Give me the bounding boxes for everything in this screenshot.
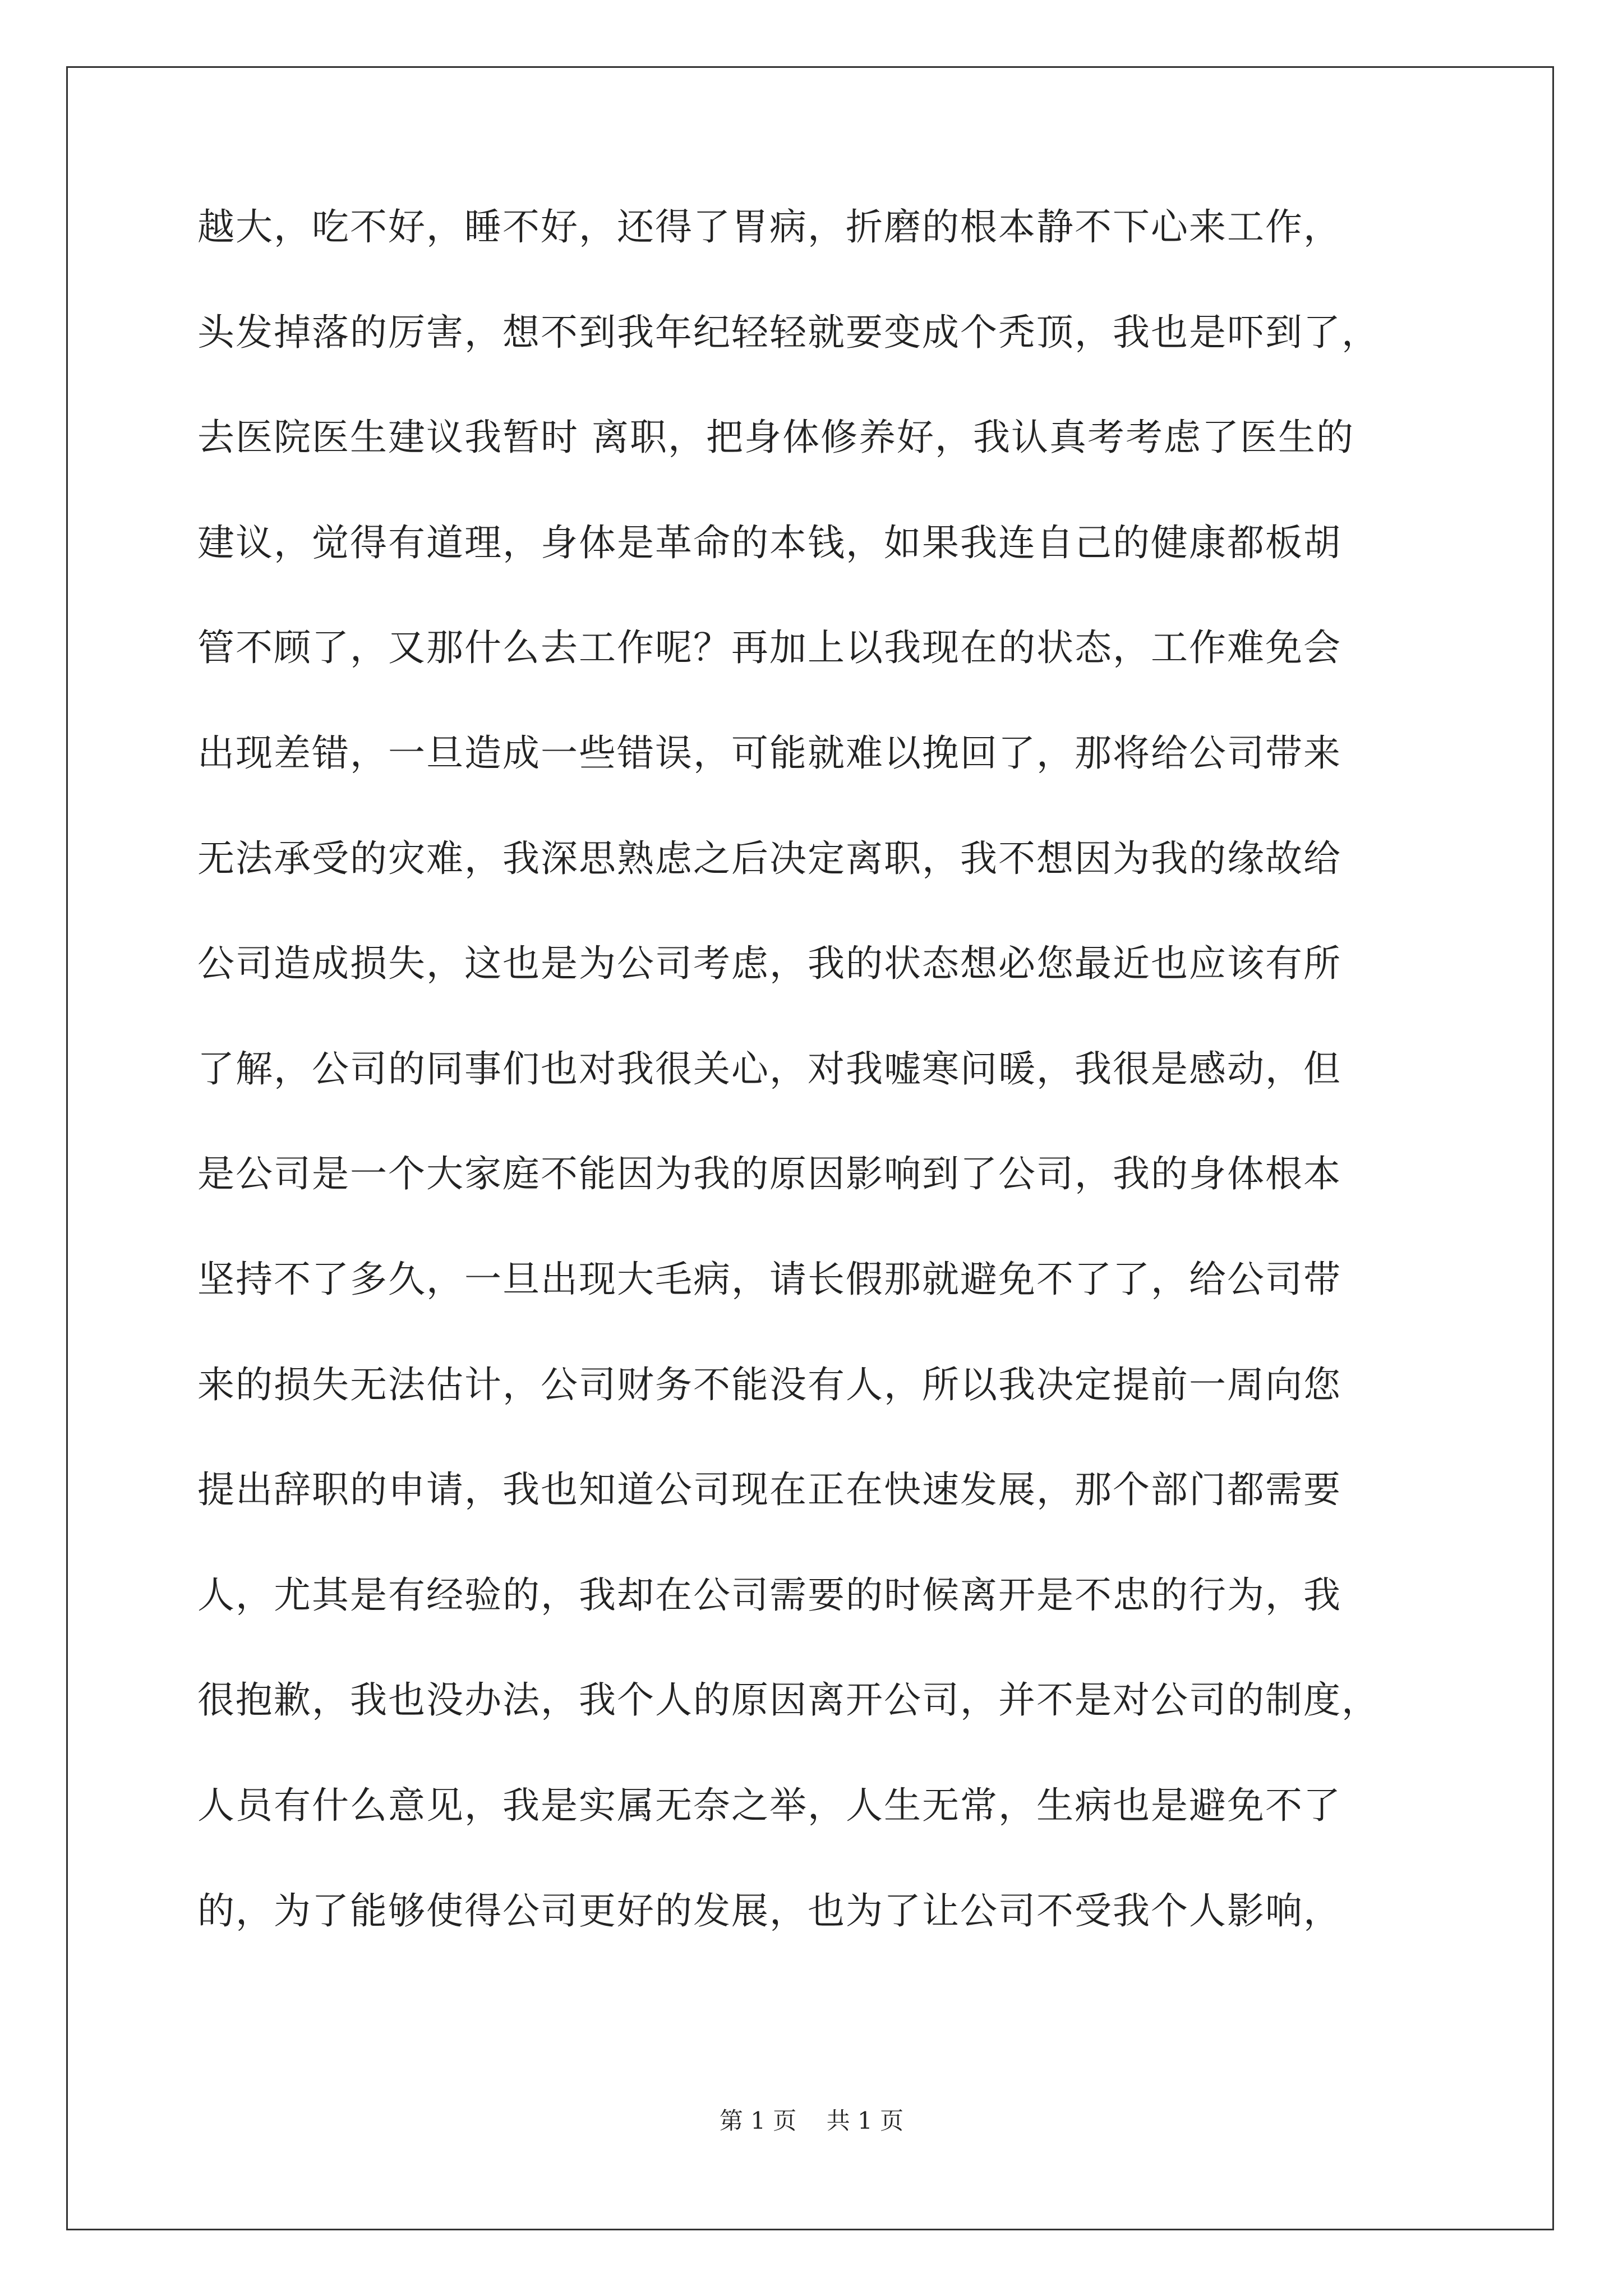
page-number-footer: 第 1 页 共 1 页: [719, 2107, 904, 2134]
text-line: 越大，吃不好，睡不好，还得了胃病，折磨的根本静不下心来工作，: [197, 205, 1341, 249]
text-line: 出现差错，一旦造成一些错误，可能就难以挽回了，那将给公司带来: [197, 731, 1341, 775]
text-line: 公司造成损失，这也是为公司考虑，我的状态想必您最近也应该有所: [197, 942, 1341, 986]
text-line: 管不顾了，又那什么去工作呢？再加上以我现在的状态，工作难免会: [197, 626, 1341, 670]
text-line: 坚持不了多久，一旦出现大毛病，请长假那就避免不了了，给公司带: [197, 1257, 1341, 1301]
text-line: 无法承受的灾难，我深思熟虑之后决定离职，我不想因为我的缘故给: [197, 836, 1341, 880]
document-body: [197, 194, 1465, 1982]
text-line: 了解，公司的同事们也对我很关心，对我嘘寒问暖，我很是感动，但: [197, 1047, 1341, 1091]
text-line: 头发掉落的厉害，想不到我年纪轻轻就要变成个秃顶，我也是吓到了，: [197, 310, 1380, 354]
text-line: 来的损失无法估计，公司财务不能没有人，所以我决定提前一周向您: [197, 1363, 1341, 1406]
text-line: 很抱歉，我也没办法，我个人的原因离开公司，并不是对公司的制度，: [197, 1678, 1380, 1722]
text-line: 提出辞职的申请，我也知道公司现在正在快速发展，那个部门都需要: [197, 1468, 1341, 1512]
text-line: 的，为了能够使得公司更好的发展，也为了让公司不受我个人影响，: [197, 1889, 1341, 1932]
text-line: 人，尤其是有经验的，我却在公司需要的时候离开是不忠的行为，我: [197, 1573, 1341, 1617]
text-line: 去医院医生建议我暂时 离职，把身体修养好，我认真考考虑了医生的: [197, 416, 1354, 459]
text-line: 是公司是一个大家庭不能因为我的原因影响到了公司，我的身体根本: [197, 1152, 1341, 1196]
text-line: 人员有什么意见，我是实属无奈之举，人生无常，生病也是避免不了: [197, 1783, 1341, 1827]
text-line: 建议，觉得有道理，身体是革命的本钱，如果我连自己的健康都板胡: [197, 521, 1341, 564]
